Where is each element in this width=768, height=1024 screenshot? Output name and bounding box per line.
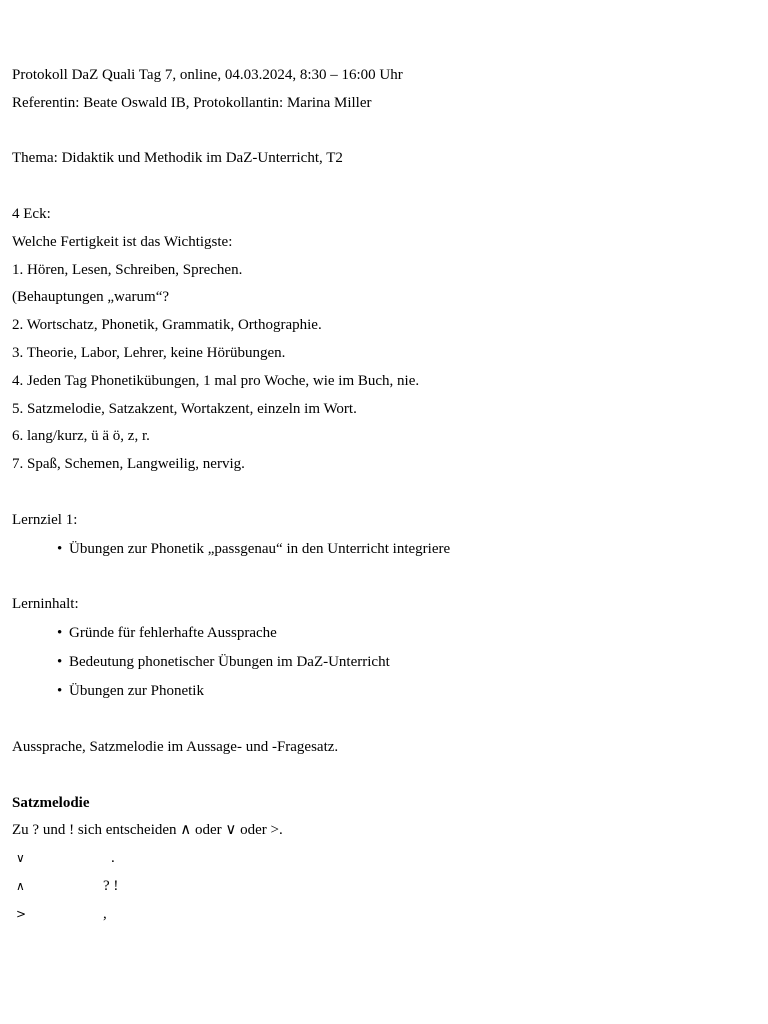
- list-item: 6. lang/kurz, ü ä ö, z, r.: [12, 428, 150, 445]
- bullet-item: [12, 677, 756, 706]
- bullet-item: [12, 619, 756, 648]
- list-item: (Behauptungen „warum“?: [12, 289, 170, 306]
- melody-row-falling: [12, 845, 756, 873]
- falling-intonation-icon: ∨: [16, 851, 25, 866]
- bullet-icon: •: [57, 625, 63, 642]
- bullet-item: [12, 648, 756, 677]
- list-item: 4. Jeden Tag Phonetikübungen, 1 mal pro Woche, wie im Buch, nie.: [12, 372, 420, 389]
- protocol-title: Protokoll DaZ Quali Tag 7, online, 04.03.2024, 8:30 – 16:00 Uhr: [12, 67, 403, 83]
- spacer: [12, 173, 756, 201]
- list-item: 5. Satzmelodie, Satzakzent, Wortakzent, einzeln im Wort.: [12, 400, 357, 417]
- bullet-item: [12, 535, 756, 564]
- punctuation-mark: .: [111, 850, 115, 867]
- spacer: [12, 118, 756, 146]
- bullet-icon: •: [57, 654, 63, 671]
- punctuation-mark: ,: [103, 905, 107, 922]
- bullet-text: Übungen zur Phonetik: [69, 683, 204, 700]
- spacer: [12, 706, 756, 734]
- learning-goal-heading: Lernziel 1:: [12, 511, 78, 528]
- rising-intonation-icon: ∧: [16, 878, 25, 893]
- bullet-text: Übungen zur Phonetik „passgenau“ in den Unterricht integriere: [69, 540, 451, 557]
- list-item: 3. Theorie, Labor, Lehrer, keine Hörübungen.: [12, 344, 286, 361]
- melody-heading: Satzmelodie: [12, 794, 90, 811]
- spacer: [12, 479, 756, 507]
- speaker-line: Referentin: Beate Oswald IB, Protokollantin: Marina Miller: [12, 94, 372, 111]
- document-page: [12, 62, 756, 929]
- spacer: [12, 762, 756, 790]
- punctuation-mark: ? !: [103, 877, 119, 894]
- corners-heading: 4 Eck:: [12, 205, 51, 222]
- bullet-icon: •: [57, 540, 63, 557]
- pronunciation-line: Aussprache, Satzmelodie im Aussage- und -Fragesatz.: [12, 738, 339, 755]
- spacer: [12, 564, 756, 592]
- learning-content-heading: Lerninhalt:: [12, 596, 79, 613]
- melody-row-level: [12, 901, 756, 929]
- bullet-text: Gründe für fehlerhafte Aussprache: [69, 625, 277, 642]
- list-item: 7. Spaß, Schemen, Langweilig, nervig.: [12, 456, 245, 473]
- bullet-text: Bedeutung phonetischer Übungen im DaZ-Unterricht: [69, 654, 390, 671]
- melody-intro: Zu ? und ! sich entscheiden ∧ oder ∨ oder >.: [12, 822, 283, 839]
- corners-question: Welche Fertigkeit ist das Wichtigste:: [12, 233, 233, 250]
- melody-row-rising: [12, 873, 756, 901]
- list-item: 1. Hören, Lesen, Schreiben, Sprechen.: [12, 261, 243, 278]
- level-intonation-icon: >: [16, 906, 27, 921]
- list-item: 2. Wortschatz, Phonetik, Grammatik, Orthographie.: [12, 317, 322, 334]
- topic-line: Thema: Didaktik und Methodik im DaZ-Unterricht, T2: [12, 150, 343, 167]
- bullet-icon: •: [57, 683, 63, 700]
